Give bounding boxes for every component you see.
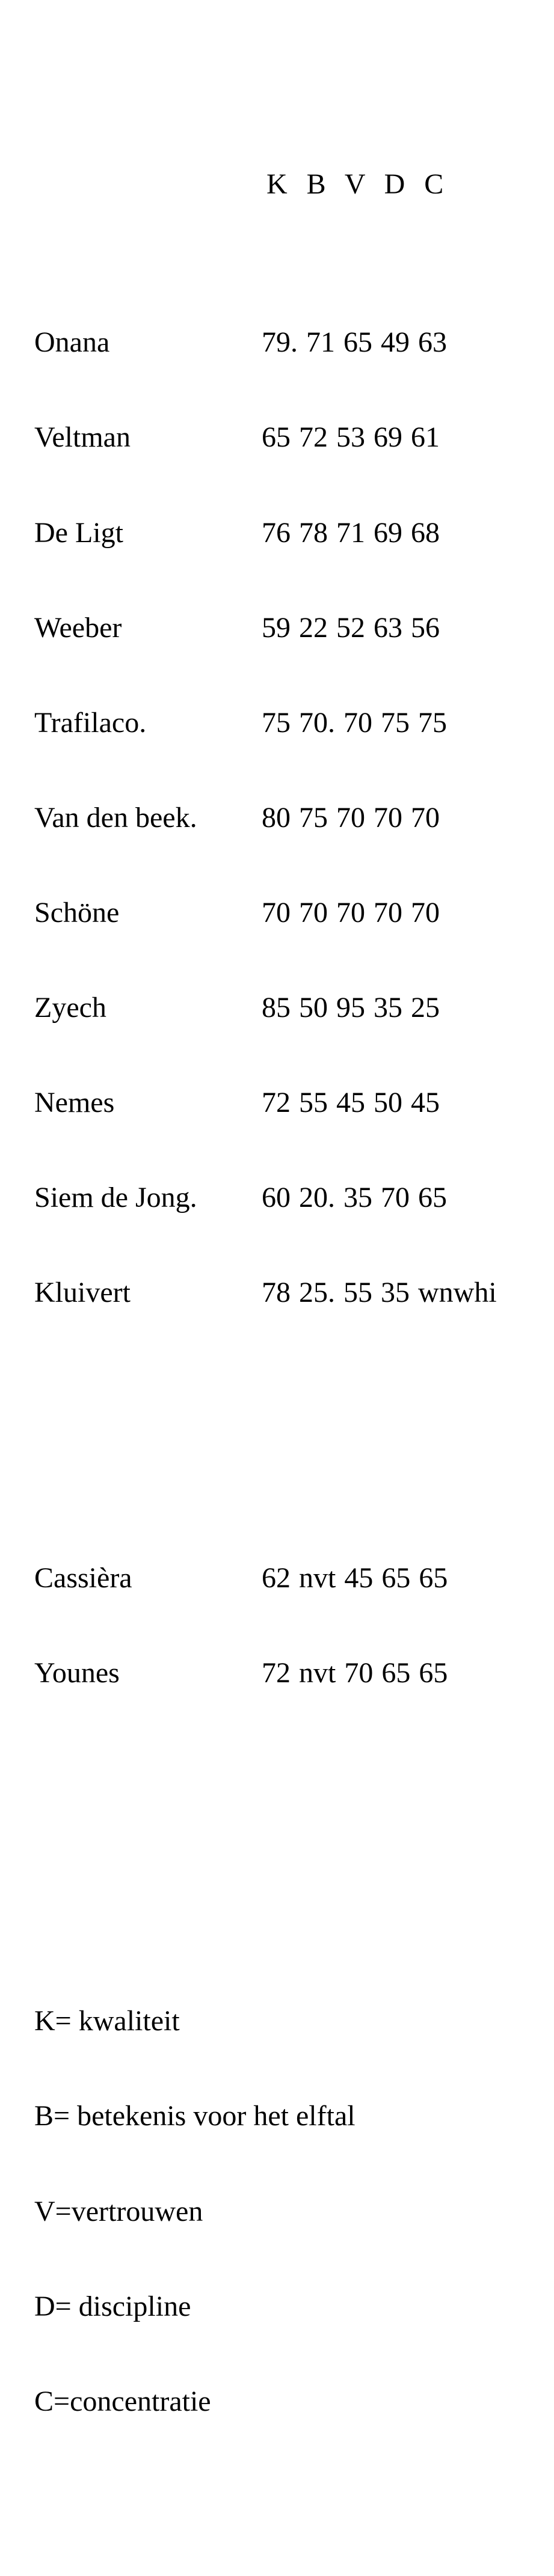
player-name: Weeber (34, 611, 122, 644)
player-row (34, 1277, 497, 1309)
player-scores: 75 70. 70 75 75 (262, 706, 447, 739)
player-row (34, 1087, 497, 1119)
player-row (34, 992, 497, 1024)
player-scores: 65 72 53 69 61 (262, 421, 440, 454)
player-scores: 72 55 45 50 45 (262, 1087, 440, 1119)
player-scores: 79. 71 65 49 63 (262, 326, 447, 359)
section-gap (34, 1404, 497, 1436)
player-name: Nemes (34, 1087, 115, 1119)
player-name: Younes (34, 1656, 120, 1689)
player-name: Schöne (34, 896, 120, 929)
player-name: Trafilaco. (34, 706, 147, 739)
player-row (34, 327, 497, 359)
player-name: Cassièra (34, 1561, 132, 1594)
legend-line: K= kwaliteit (34, 2005, 180, 2037)
player-name: Van den beek. (34, 801, 197, 834)
column-headers: K B V D C (266, 168, 444, 200)
legend (34, 1943, 497, 2481)
player-row (34, 707, 497, 739)
legend-line: C=concentratie (34, 2385, 211, 2417)
player-scores: 80 75 70 70 70 (262, 801, 440, 834)
player-scores: 60 20. 35 70 65 (262, 1182, 447, 1214)
player-scores: 78 25. 55 35 wnwhi (262, 1277, 497, 1309)
column-header-row (34, 169, 497, 201)
reserve-row (34, 1563, 497, 1595)
player-scores: 76 78 71 69 68 (262, 516, 440, 549)
player-name: Onana (34, 326, 110, 359)
section-gap (34, 1784, 497, 1816)
player-scores: 59 22 52 63 56 (262, 611, 440, 644)
player-row (34, 1182, 497, 1214)
player-name: Siem de Jong. (34, 1182, 197, 1214)
player-row (34, 612, 497, 644)
player-row (34, 897, 497, 929)
legend-line: V=vertrouwen (34, 2195, 203, 2227)
player-scores: 85 50 95 35 25 (262, 991, 440, 1024)
player-name: Zyech (34, 991, 106, 1024)
legend-line: B= betekenis voor het elftal (34, 2100, 355, 2132)
player-row (34, 422, 497, 454)
player-scores: 70 70 70 70 70 (262, 896, 440, 929)
player-name: De Ligt (34, 516, 123, 549)
player-name: Kluivert (34, 1277, 131, 1309)
player-scores: 62 nvt 45 65 65 (262, 1561, 448, 1594)
player-row (34, 802, 497, 834)
legend-line: D= discipline (34, 2290, 191, 2322)
player-name: Veltman (34, 421, 131, 454)
player-row (34, 517, 497, 549)
reserve-row (34, 1658, 497, 1689)
player-scores: 72 nvt 70 65 65 (262, 1656, 448, 1689)
ratings-sheet (34, 42, 497, 2576)
